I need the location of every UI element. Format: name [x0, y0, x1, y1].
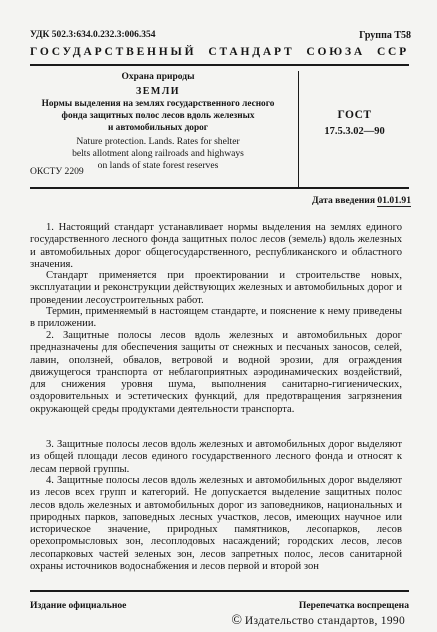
paragraph-6: 4. Защитные полосы лесов вдоль железных и автомобильных дорог выделяют из лесов всех групп и категорий. Не допускается выделение защитных полос лесов вдоль железных и автомобильных дорог из заповедников, национальных и природных парков, заповедных лесных участков, лесов, имеющих научное или историческое значение, природных памятников, лесопарков, лесов орехопромысловых зон, лесоплодовых насаждений; городских лесов, лесов лесопарковых частей зеленых зон, лесов запретных полос, лесов санитарной охраны источников водоснабжения и лесов первой и второй зон	[30, 475, 402, 573]
copyright-text: Издательство стандартов, 1990	[244, 615, 405, 627]
intro-date-value: 01.01.91	[377, 195, 411, 206]
title-bottom-rule	[30, 187, 409, 189]
paragraph-2: Стандарт применяется при проектировании и строительстве новых, эксплуатации и реконструкции действующих железных и автомобильных дорог и проведении лесоустроительных работ.	[30, 270, 402, 306]
copyright-icon: ©	[231, 613, 243, 628]
paragraph-1: 1. Настоящий стандарт устанавливает нормы выделения на землях единого государственного лесного фонда защитных полос лесов (земель) вдоль железных и автомобильных дорог общегосударственного, республиканского и областного значения.	[30, 222, 402, 270]
title-ru-line-3: и автомобильных дорог	[107, 123, 208, 133]
title-divider	[298, 71, 299, 187]
title-en-line-3: on lands of state forest reserves	[97, 160, 219, 171]
header-rule	[30, 64, 409, 66]
gost-number: 17.5.3.02—90	[324, 126, 385, 137]
paragraph-3: Термин, применяемый в настоящем стандарте, и пояснение к нему приведены в приложении.	[30, 306, 402, 330]
title-ru-line-1: Нормы выделения на землях государственного лесного	[41, 99, 275, 109]
footer-rule	[30, 590, 409, 592]
intro-date	[312, 195, 411, 206]
group-code: Группа Т58	[359, 30, 411, 41]
title-en-line-1: Nature protection. Lands. Rates for shelter	[76, 136, 240, 147]
gost-label: ГОСТ	[337, 109, 372, 121]
title-ru-line-2: фонда защитных полос лесов вдоль железных	[61, 111, 255, 121]
paragraph-5: 3. Защитные полосы лесов вдоль железных и автомобильных дорог выделяют из общей площади лесов единого государственного лесного фонда и относят к лесам первой группы.	[30, 439, 402, 475]
title-en-line-2: belts allotment along railroads and highways	[72, 148, 244, 159]
okstu-code: ОКСТУ 2209	[30, 166, 84, 177]
copyright-line	[231, 613, 405, 629]
subject-name: ЗЕМЛИ	[135, 86, 181, 97]
series-name: Охрана природы	[121, 72, 195, 82]
reprint-notice: Перепечатка воспрещена	[298, 600, 409, 611]
paragraph-4: 2. Защитные полосы лесов вдоль железных и автомобильных дорог предназначены для обеспечения защиты от снежных и песчаных заносов, селей, лавин, оползней, обвалов, ветровой и водной эрозии, для ограждения движущегося транспорта от неблагоприятных аэродинамических воздействий, для снижения уровня шума, выполнения санитарно-гигиенических, оздоровительных и эстетических функций, для предотвращения загрязнения окружающей среды продуктами деятельности транспорта.	[30, 330, 402, 415]
udk-code: УДК 502.3:634.0.232.3:006.354	[30, 30, 156, 40]
edition-label: Издание официальное	[30, 600, 127, 611]
organization-title: ГОСУДАРСТВЕННЫЙ СТАНДАРТ СОЮЗА ССР	[30, 46, 409, 58]
intro-date-label: Дата введения	[311, 195, 376, 206]
